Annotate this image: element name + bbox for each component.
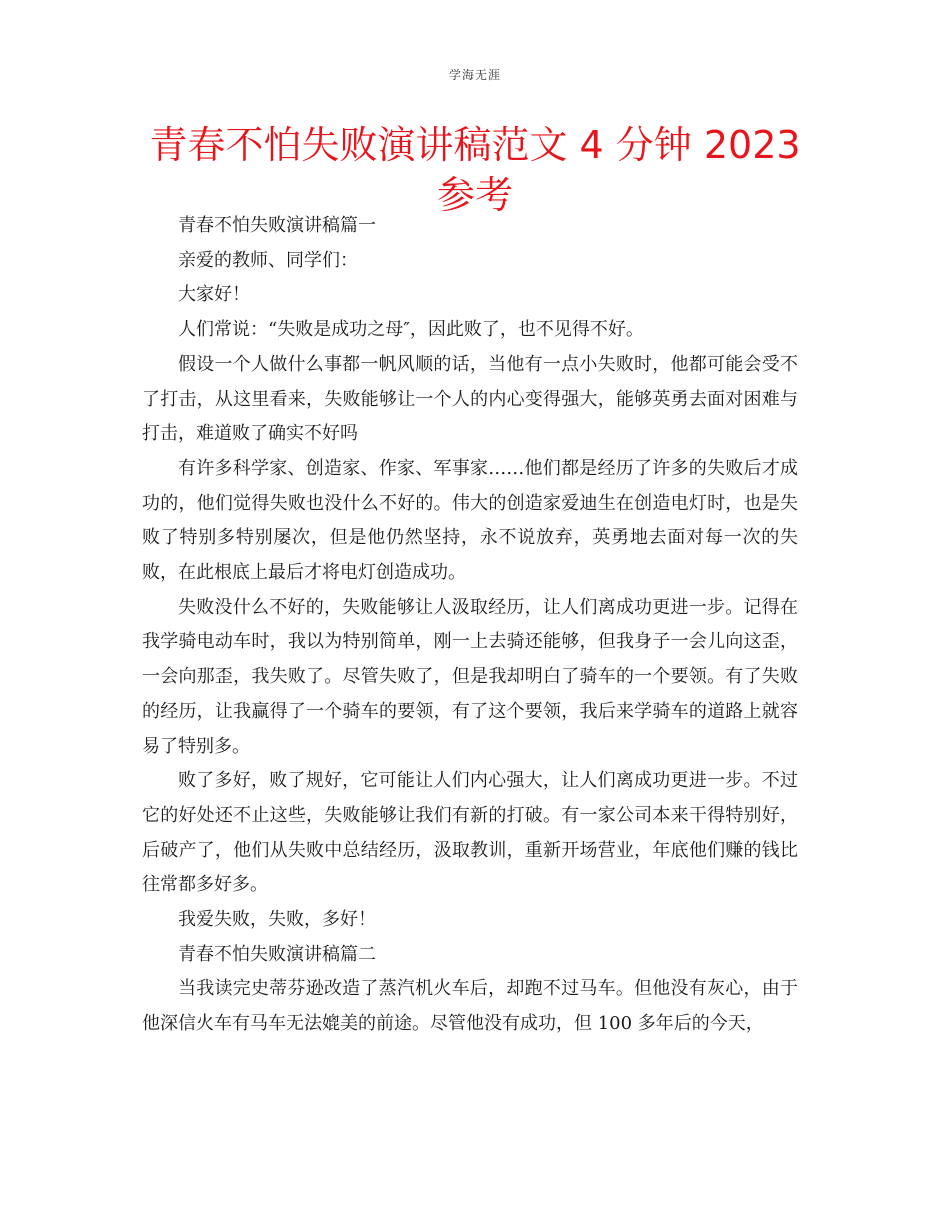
paragraph: 败了多好，败了规好，它可能让人们内心强大，让人们离成功更进一步。不过它的好处还不止这些，失败能够让我们有新的打破。有一家公司本来干得特别好，后破产了，他们从失败中总结经历，汲取教训，重新开场营业，年底他们赚的钱比往常都多好多。 [142, 770, 798, 896]
salutation: 亲爱的教师、同学们： [178, 249, 358, 271]
page-header: 学海无涯 [448, 68, 501, 82]
greeting: 大家好！ [178, 284, 250, 306]
document-body [142, 209, 798, 1042]
paragraph: 有许多科学家、创造家、作家、军事家……他们都是经历了许多的失败后才成功的，他们觉得失败也没什么不好的。伟大的创造家爱迪生在创造电灯时，也是失败了特别多特别屡次，但是他仍然坚持，永不说放弃，英勇地去面对每一次的失败，在此根底上最后才将电灯创造成功。 [142, 457, 798, 584]
paragraph: 当我读完史蒂芬逊改造了蒸汽机火车后，却跑不过马车。但他没有灰心，由于他深信火车有马车无法媲美的前途。尽管他没有成功，但 100 多年后的今天， [142, 978, 798, 1035]
paragraph: 假设一个人做什么事都一帆风顺的话，当他有一点小失败时，他都可能会受不了打击，从这里看来，失败能够让一个人的内心变得强大，能够英勇去面对困难与打击，难道败了确实不好吗 [142, 353, 798, 445]
paragraph: 我爱失败，失败，多好！ [178, 909, 376, 931]
paragraph: 失败没什么不好的，失败能够让人汲取经历，让人们离成功更进一步。记得在我学骑电动车时，我以为特别简单，刚一上去骑还能够，但我身子一会儿向这歪，一会向那歪，我失败了。尽管失败了，但是我却明白了骑车的一个要领。有了失败的经历，让我赢得了一个骑车的要领，有了这个要领，我后来学骑车的道路上就容易了特别多。 [142, 596, 798, 757]
section-heading-2: 青春不怕失败演讲稿篇二 [178, 943, 376, 965]
section-heading-1: 青春不怕失败演讲稿篇一 [178, 215, 376, 236]
paragraph: 人们常说：“失败是成功之母″，因此败了，也不见得不好。 [178, 319, 644, 341]
document-title: 青春不怕失败演讲稿范文 4 分钟 2023 参考 [149, 123, 801, 217]
